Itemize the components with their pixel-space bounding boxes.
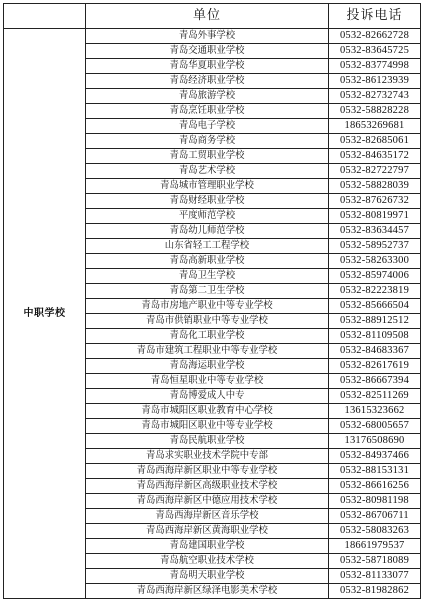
unit-name-cell: 青岛西海岸新区中德应用技术学校 <box>86 494 329 509</box>
unit-name-cell: 青岛化工职业学校 <box>86 329 329 344</box>
header-unit: 单位 <box>86 4 329 29</box>
unit-name-cell: 青岛市房地产职业中等专业学校 <box>86 299 329 314</box>
phone-number-cell: 0532-84937466 <box>329 449 421 464</box>
unit-name-cell: 青岛经济职业学校 <box>86 74 329 89</box>
unit-name-cell: 青岛市供销职业中等专业学校 <box>86 314 329 329</box>
unit-name-cell: 青岛财经职业学校 <box>86 194 329 209</box>
table-row <box>4 29 421 44</box>
unit-name-cell: 青岛城市管理职业学校 <box>86 179 329 194</box>
unit-name-cell: 青岛幼儿师范学校 <box>86 224 329 239</box>
unit-name-cell: 青岛电子学校 <box>86 119 329 134</box>
phone-number-cell: 0532-58718089 <box>329 554 421 569</box>
unit-name-cell: 青岛求实职业技术学院中专部 <box>86 449 329 464</box>
phone-number-cell: 18661979537 <box>329 539 421 554</box>
phone-number-cell: 0532-82223819 <box>329 284 421 299</box>
unit-name-cell: 青岛商务学校 <box>86 134 329 149</box>
unit-name-cell: 青岛交通职业学校 <box>86 44 329 59</box>
phone-number-cell: 0532-82511269 <box>329 389 421 404</box>
unit-name-cell: 青岛西海岸新区绿泽电影美术学校 <box>86 584 329 599</box>
unit-name-cell: 青岛西海岸新区音乐学校 <box>86 509 329 524</box>
category-cell: 中职学校 <box>4 29 86 599</box>
phone-number-cell: 0532-58263300 <box>329 254 421 269</box>
unit-name-cell: 青岛明天职业学校 <box>86 569 329 584</box>
unit-name-cell: 青岛市城阳区职业教育中心学校 <box>86 404 329 419</box>
phone-number-cell: 0532-80819971 <box>329 209 421 224</box>
unit-name-cell: 青岛市建筑工程职业中等专业学校 <box>86 344 329 359</box>
phone-number-cell: 0532-85666504 <box>329 299 421 314</box>
unit-name-cell: 青岛艺术学校 <box>86 164 329 179</box>
phone-number-cell: 0532-58952737 <box>329 239 421 254</box>
phone-number-cell: 0532-83645725 <box>329 44 421 59</box>
phone-number-cell: 0532-85974006 <box>329 269 421 284</box>
phone-number-cell: 0532-80981198 <box>329 494 421 509</box>
phone-number-cell: 0532-86667394 <box>329 374 421 389</box>
unit-name-cell: 青岛第二卫生学校 <box>86 284 329 299</box>
phone-number-cell: 0532-88153131 <box>329 464 421 479</box>
table-header-row <box>4 4 421 29</box>
phone-number-cell: 0532-82685061 <box>329 134 421 149</box>
unit-name-cell: 青岛烹饪职业学校 <box>86 104 329 119</box>
phone-number-cell: 0532-86616256 <box>329 479 421 494</box>
phone-number-cell: 0532-81133077 <box>329 569 421 584</box>
phone-number-cell: 0532-86706711 <box>329 509 421 524</box>
phone-number-cell: 0532-68005657 <box>329 419 421 434</box>
phone-number-cell: 0532-81109508 <box>329 329 421 344</box>
phone-number-cell: 0532-84683367 <box>329 344 421 359</box>
unit-name-cell: 青岛建国职业学校 <box>86 539 329 554</box>
unit-name-cell: 青岛旅游学校 <box>86 89 329 104</box>
complaint-phone-table-document <box>3 3 420 606</box>
header-phone: 投诉电话 <box>329 4 421 29</box>
phone-number-cell: 0532-58828228 <box>329 104 421 119</box>
unit-name-cell: 青岛民航职业学校 <box>86 434 329 449</box>
unit-name-cell: 青岛工贸职业学校 <box>86 149 329 164</box>
phone-number-cell: 0532-86123939 <box>329 74 421 89</box>
phone-number-cell: 0532-87626732 <box>329 194 421 209</box>
phone-number-cell: 0532-82722797 <box>329 164 421 179</box>
unit-name-cell: 山东省轻工工程学校 <box>86 239 329 254</box>
phone-number-cell: 13615323662 <box>329 404 421 419</box>
phone-number-cell: 0532-88912512 <box>329 314 421 329</box>
unit-name-cell: 青岛高新职业学校 <box>86 254 329 269</box>
phone-number-cell: 18653269681 <box>329 119 421 134</box>
unit-name-cell: 青岛西海岸新区职业中等专业学校 <box>86 464 329 479</box>
unit-name-cell: 青岛海运职业学校 <box>86 359 329 374</box>
complaint-phone-table <box>3 3 421 599</box>
unit-name-cell: 青岛卫生学校 <box>86 269 329 284</box>
unit-name-cell: 青岛市城阳区职业中等专业学校 <box>86 419 329 434</box>
unit-name-cell: 青岛博爱成人中专 <box>86 389 329 404</box>
phone-number-cell: 13176508690 <box>329 434 421 449</box>
table-body <box>4 29 421 599</box>
phone-number-cell: 0532-82662728 <box>329 29 421 44</box>
unit-name-cell: 青岛恒星职业中等专业学校 <box>86 374 329 389</box>
phone-number-cell: 0532-83634457 <box>329 224 421 239</box>
unit-name-cell: 青岛西海岸新区黄海职业学校 <box>86 524 329 539</box>
unit-name-cell: 青岛华夏职业学校 <box>86 59 329 74</box>
phone-number-cell: 0532-83774998 <box>329 59 421 74</box>
unit-name-cell: 青岛航空职业技术学校 <box>86 554 329 569</box>
phone-number-cell: 0532-58083263 <box>329 524 421 539</box>
phone-number-cell: 0532-58828039 <box>329 179 421 194</box>
header-category <box>4 4 86 29</box>
phone-number-cell: 0532-81982862 <box>329 584 421 599</box>
unit-name-cell: 青岛西海岸新区高级职业技术学校 <box>86 479 329 494</box>
phone-number-cell: 0532-84635172 <box>329 149 421 164</box>
phone-number-cell: 0532-82732743 <box>329 89 421 104</box>
unit-name-cell: 平度师范学校 <box>86 209 329 224</box>
unit-name-cell: 青岛外事学校 <box>86 29 329 44</box>
phone-number-cell: 0532-82617619 <box>329 359 421 374</box>
